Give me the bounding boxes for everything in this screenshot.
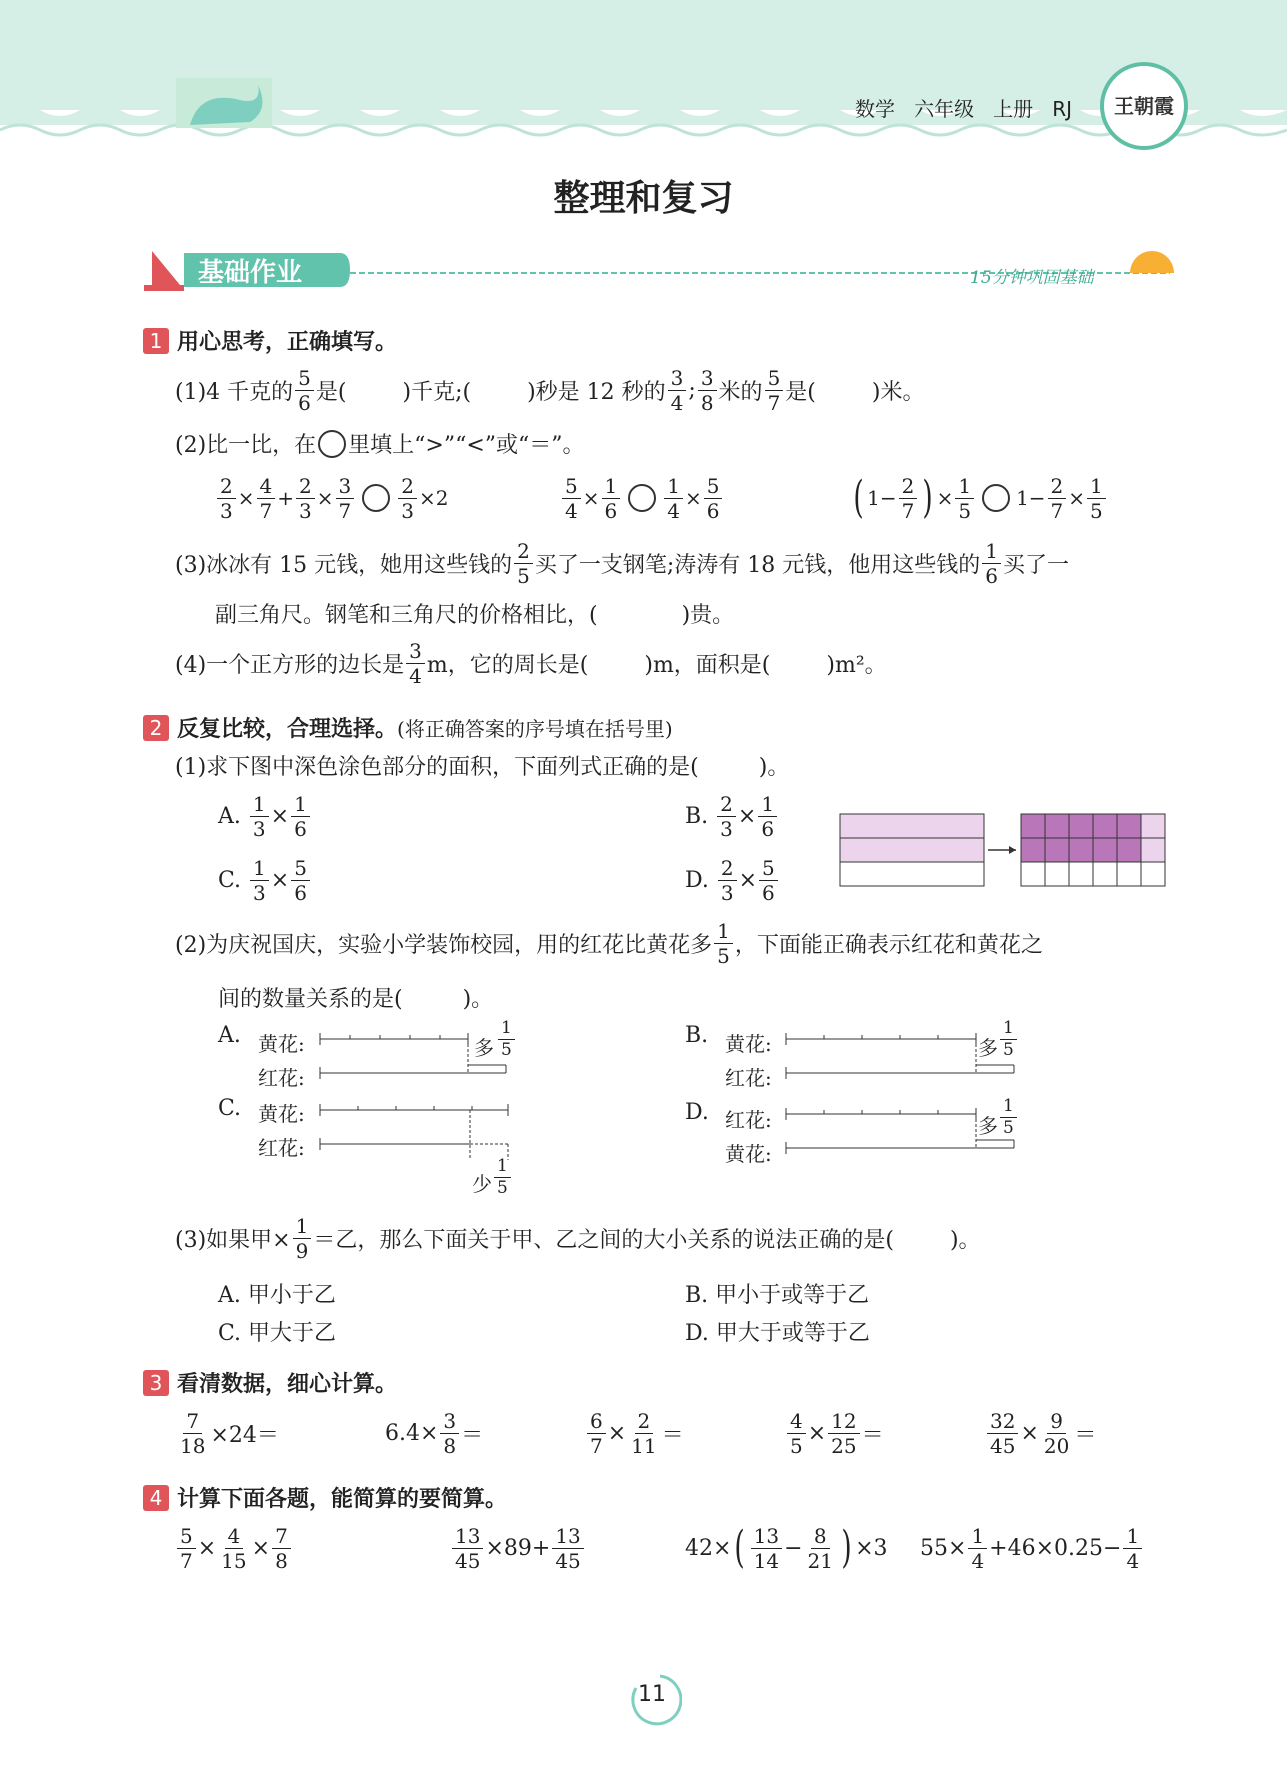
q2-opt-D[interactable]: D. $\frac{2}{3}$ × $\frac{5}{6}$	[685, 852, 780, 908]
volume-label: 上册	[993, 97, 1034, 121]
q1-compare-1: $\frac{2}{3}$ × $\frac{4}{7}$ + $\frac{2}{3}$ × $\frac{3}{7}$ $\frac{2}{3}$ ×2	[215, 470, 448, 526]
seg-label: 黄花:	[725, 1142, 772, 1166]
q3-heading	[143, 1367, 397, 1398]
grade-label: 六年级	[914, 97, 975, 121]
q2-number: 2	[143, 715, 169, 741]
segment-diagram-C	[318, 1096, 518, 1166]
q2-3-opt-C[interactable]: C. 甲大于乙	[218, 1321, 337, 1346]
q1-heading	[143, 325, 397, 356]
q3-title: 看清数据，细心计算。	[177, 1372, 398, 1397]
header-meta	[855, 93, 1072, 122]
q1-title: 用心思考，正确填写。	[177, 330, 398, 355]
seg-opt-B[interactable]: B.	[685, 1023, 709, 1048]
q4-title: 计算下面各题，能简算的要简算。	[177, 1487, 508, 1512]
q3-expr-1: $\frac{7}{18}$ ×24＝	[180, 1408, 279, 1458]
q1-part2: (2)比一比，在 里填上“>”“<”或“＝”。	[175, 428, 585, 459]
seg-opt-D[interactable]: D.	[685, 1100, 709, 1125]
section-label: 基础作业	[198, 258, 303, 288]
more-label: 多	[978, 1036, 998, 1060]
area-diagram	[838, 812, 1168, 887]
sun-icon	[1130, 251, 1174, 273]
q3-expr-4: $\frac{4}{5}$ × $\frac{12}{25}$ ＝	[785, 1405, 884, 1461]
q1-compare-2: $\frac{5}{4}$ × $\frac{1}{6}$ $\frac{1}{4}$ × $\frac{5}{6}$	[560, 470, 724, 526]
page-number: 11	[638, 1682, 666, 1707]
circle-icon	[318, 430, 346, 458]
q4-expr-1: $\frac{5}{7}$ × $\frac{4}{15}$ × $\frac{7}{8}$	[175, 1520, 293, 1576]
q1-part4: (4)一个正方形的边长是 $\frac{3}{4}$ m，它的周长是( )m，面积是( )m²。	[175, 638, 887, 688]
q1-part1: (1)4 千克的 $\frac{5}{6}$ 是( )千克;( )秒是 12 秒的 $\frac{3}{4}$ ; $\frac{3}{8}$ 米的 $\frac{5}{7}$ 是( )米。	[175, 365, 925, 415]
brand-text: 王朝霞	[1114, 94, 1174, 118]
q2-opt-A[interactable]: A. $\frac{1}{3}$ × $\frac{1}{6}$	[218, 788, 312, 844]
q2-3-opt-A[interactable]: A. 甲小于乙	[218, 1283, 336, 1308]
q2-part1: (1)求下图中深色涂色部分的面积，下面列式正确的是( )。	[175, 755, 790, 780]
subject-label: 数学	[855, 97, 895, 121]
q2-part3: (3)如果甲× $\frac{1}{9}$ ＝乙，那么下面关于甲、乙之间的大小关系的说法正确的是( )。	[175, 1213, 981, 1263]
compare-circle[interactable]	[982, 484, 1010, 512]
q2-title: 反复比较，合理选择。	[177, 717, 398, 742]
edition-label: RJ	[1052, 97, 1073, 121]
seg-label: 红花:	[258, 1136, 305, 1160]
q1-compare-3: ( 1− $\frac{2}{7}$ ) × $\frac{1}{5}$ 1− $\frac{2}{7}$ × $\frac{1}{5}$	[850, 470, 1108, 526]
q4-expr-2: $\frac{13}{45}$ ×89+ $\frac{13}{45}$	[450, 1520, 586, 1576]
more-label: 多	[978, 1114, 998, 1138]
q3-expr-2: 6.4× $\frac{3}{8}$ ＝	[385, 1408, 484, 1458]
q4-heading	[143, 1482, 507, 1513]
q2-note: (将正确答案的序号填在括号里)	[397, 717, 673, 741]
compare-circle[interactable]	[628, 484, 656, 512]
q1-number: 1	[143, 328, 169, 354]
more-label: 多	[474, 1036, 494, 1060]
q2-3-opt-B[interactable]: B. 甲小于或等于乙	[685, 1283, 870, 1308]
sail-icon	[152, 251, 180, 285]
page-title: 整理和复习	[553, 178, 734, 219]
q4-expr-3: 42× ( $\frac{13}{14}$ − $\frac{8}{21}$ ) ×3	[685, 1522, 888, 1573]
header-band	[0, 0, 1287, 160]
q2-3-opt-D[interactable]: D. 甲大于或等于乙	[685, 1321, 870, 1346]
q2-part2-line2: 间的数量关系的是( )。	[218, 987, 494, 1012]
seg-opt-C[interactable]: C.	[218, 1096, 242, 1121]
q3-expr-5: $\frac{32}{45}$ × $\frac{9}{20}$ ＝	[985, 1405, 1096, 1461]
q3-number: 3	[143, 1370, 169, 1396]
q4-number: 4	[143, 1485, 169, 1511]
q1-part3-line2: 副三角尺。钢笔和三角尺的价格相比，( )贵。	[215, 603, 735, 628]
seg-opt-A[interactable]: A.	[218, 1023, 241, 1048]
arrow-icon	[1009, 846, 1016, 854]
seg-label: 红花:	[725, 1066, 772, 1090]
section-note: 15分钟巩固基础	[970, 268, 1094, 288]
seg-label: 黄花:	[725, 1032, 772, 1056]
seg-label: 红花:	[725, 1108, 772, 1132]
q3-expr-3: $\frac{6}{7}$ × $\frac{2}{11}$ ＝	[585, 1405, 684, 1461]
q1-part3: (3)冰冰有 15 元钱，她用这些钱的 $\frac{2}{5}$ 买了一支钢笔;涛涛有 18 元钱，他用这些钱的 $\frac{1}{6}$ 买了一	[175, 538, 1070, 588]
q2-opt-C[interactable]: C. $\frac{1}{3}$ × $\frac{5}{6}$	[218, 852, 312, 908]
compare-circle[interactable]	[362, 484, 390, 512]
q4-expr-4: 55× $\frac{1}{4}$ +46×0.25− $\frac{1}{4}$	[920, 1520, 1144, 1576]
seg-label: 黄花:	[258, 1032, 305, 1056]
q2-part2: (2)为庆祝国庆，实验小学装饰校园，用的红花比黄花多 $\frac{1}{5}$ ，下面能正确表示红花和黄花之	[175, 918, 1043, 968]
fraction: $\frac{5}{6}$	[295, 366, 314, 415]
seg-label: 黄花:	[258, 1102, 305, 1126]
q2-heading	[143, 712, 673, 743]
brand-logo	[1100, 62, 1188, 150]
seg-label: 红花:	[258, 1066, 305, 1090]
less-label: 少	[472, 1172, 492, 1196]
q2-opt-B[interactable]: B. $\frac{2}{3}$ × $\frac{1}{6}$	[685, 788, 779, 844]
